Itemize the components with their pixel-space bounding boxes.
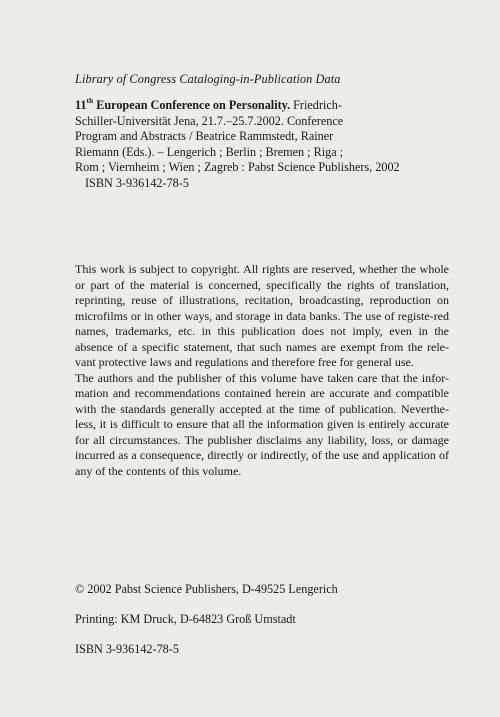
copyright-paragraph: This work is subject to copyright. All rights are reserved, whether the whole or part of the material is concerned, specifically the rights of translation, reprinting, reuse of illustrations, recitation, broadcasting, reproduction on microfilms or in other ways, and storage in data banks. The use of registe-red names, trademarks, etc. in this publication does not imply, even in the absence of a specific statement, that such names are exempt from the rele-vant protective laws and regulations and therefore free for general use.: [75, 262, 449, 369]
cip-title-line: [75, 98, 385, 114]
isbn: ISBN 3-936142-78-5: [75, 642, 179, 656]
cip-heading: Library of Congress Cataloging-in-Publication Data: [75, 72, 341, 86]
cip-line: Program and Abstracts / Beatrice Rammstedt, Rainer: [75, 129, 334, 144]
title-number: 11: [75, 98, 87, 112]
cip-isbn: ISBN 3-936142-78-5: [85, 175, 189, 190]
copyright-notice: [75, 262, 449, 479]
title-rest: Friedrich-: [290, 98, 342, 112]
disclaimer-paragraph: The authors and the publisher of this volume have taken care that the infor-mation and recommendations contained herein are accurate and compatible with the standards generally accepted at the time of publication. Neverthe-less, it is difficult to ensure that all the information given is entirely accurate for all circumstances. The publisher disclaims any liability, loss, or damage incurred as a consequence, directly or indirectly, of the use and application of any of the contents of this volume.: [75, 370, 449, 478]
cip-line: Schiller-Universität Jena, 21.7.–25.7.2002. Conference: [75, 113, 344, 128]
cip-record: [75, 96, 400, 192]
conference-title: [75, 98, 290, 112]
title-bold-text: European Conference on Personality.: [93, 98, 291, 112]
title-superscript: th: [86, 96, 94, 105]
printing-info: Printing: KM Druck, D-64823 Groß Umstadt: [75, 612, 296, 626]
cip-line: Riemann (Eds.). – Lengerich ; Berlin ; Bremen ; Riga ;: [75, 144, 344, 159]
publisher-copyright: © 2002 Pabst Science Publishers, D-49525 Lengerich: [75, 582, 338, 596]
cip-line: Rom ; Viernheim ; Wien ; Zagreb : Pabst Science Publishers, 2002: [75, 160, 400, 175]
